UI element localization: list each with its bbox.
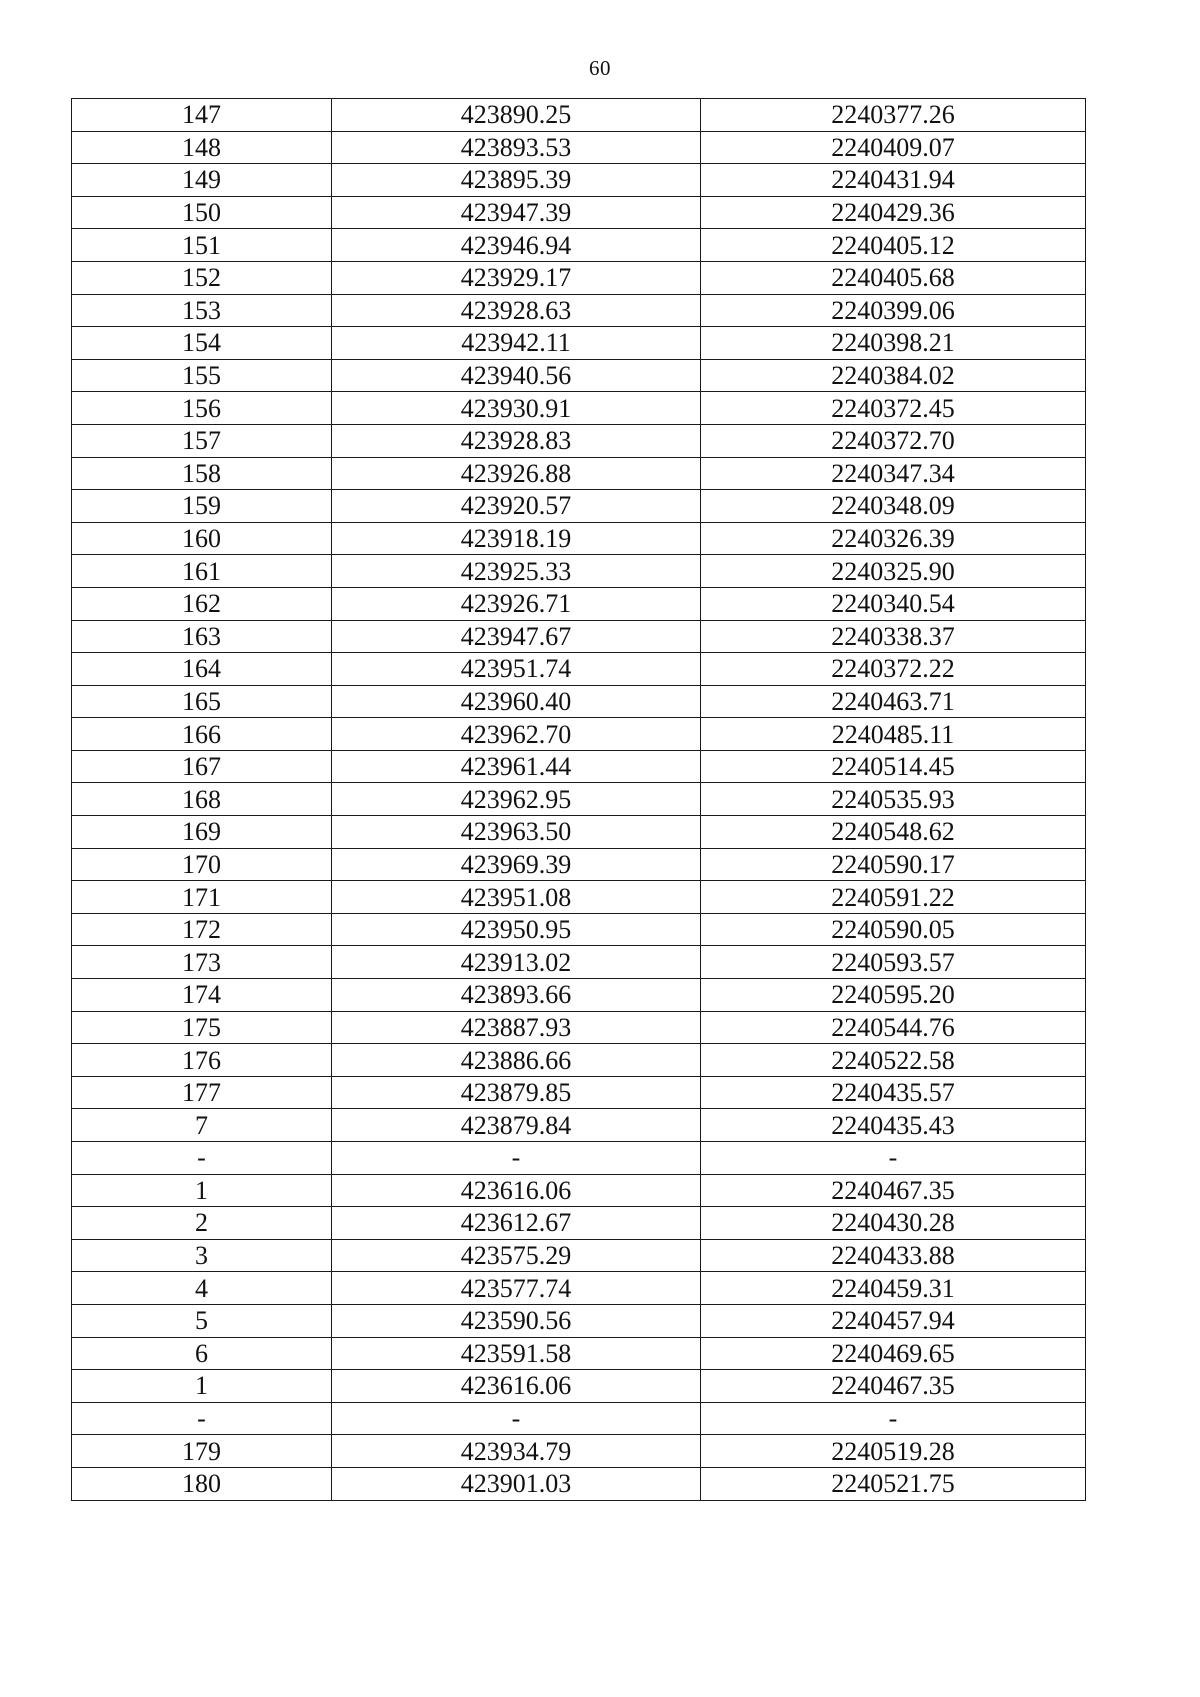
- point-number-cell: 151: [72, 229, 332, 262]
- table-row: [72, 294, 1086, 327]
- point-number-cell: 162: [72, 587, 332, 620]
- table-row: [72, 620, 1086, 653]
- x-coordinate-cell: 423918.19: [332, 522, 701, 555]
- table-row: [72, 1174, 1086, 1207]
- y-coordinate-cell: 2240433.88: [701, 1239, 1086, 1272]
- table-row: [72, 555, 1086, 588]
- point-number-cell: 164: [72, 653, 332, 686]
- point-number-cell: 158: [72, 457, 332, 490]
- table-row: [72, 653, 1086, 686]
- y-coordinate-cell: 2240348.09: [701, 490, 1086, 523]
- y-coordinate-cell: 2240430.28: [701, 1207, 1086, 1240]
- point-number-cell: 1: [72, 1174, 332, 1207]
- y-coordinate-cell: 2240467.35: [701, 1174, 1086, 1207]
- x-coordinate-cell: 423879.84: [332, 1109, 701, 1142]
- x-coordinate-cell: 423950.95: [332, 913, 701, 946]
- y-coordinate-cell: 2240435.57: [701, 1076, 1086, 1109]
- x-coordinate-cell: 423591.58: [332, 1337, 701, 1370]
- y-coordinate-cell: 2240405.68: [701, 261, 1086, 294]
- point-number-cell: 1: [72, 1370, 332, 1403]
- y-coordinate-cell: 2240457.94: [701, 1304, 1086, 1337]
- table-row: [72, 522, 1086, 555]
- y-coordinate-cell: 2240463.71: [701, 685, 1086, 718]
- coordinate-table-body: [72, 99, 1086, 1501]
- y-coordinate-cell: 2240384.02: [701, 359, 1086, 392]
- page-number: 60: [589, 56, 611, 80]
- point-number-cell: 5: [72, 1304, 332, 1337]
- point-number-cell: 150: [72, 196, 332, 229]
- point-number-cell: 161: [72, 555, 332, 588]
- point-number-cell: 168: [72, 783, 332, 816]
- x-coordinate-cell: 423947.39: [332, 196, 701, 229]
- point-number-cell: 173: [72, 946, 332, 979]
- table-row: [72, 685, 1086, 718]
- point-number-cell: 165: [72, 685, 332, 718]
- table-row: [72, 1402, 1086, 1435]
- point-number-cell: 177: [72, 1076, 332, 1109]
- point-number-cell: 147: [72, 99, 332, 132]
- point-number-cell: 169: [72, 816, 332, 849]
- point-number-cell: 163: [72, 620, 332, 653]
- point-number-cell: 149: [72, 164, 332, 197]
- y-coordinate-cell: 2240544.76: [701, 1011, 1086, 1044]
- x-coordinate-cell: 423928.63: [332, 294, 701, 327]
- table-row: [72, 750, 1086, 783]
- y-coordinate-cell: 2240405.12: [701, 229, 1086, 262]
- y-coordinate-cell: 2240347.34: [701, 457, 1086, 490]
- x-coordinate-cell: -: [332, 1142, 701, 1175]
- y-coordinate-cell: 2240399.06: [701, 294, 1086, 327]
- point-number-cell: 179: [72, 1435, 332, 1468]
- table-row: [72, 1435, 1086, 1468]
- x-coordinate-cell: 423913.02: [332, 946, 701, 979]
- point-number-cell: 170: [72, 848, 332, 881]
- point-number-cell: 3: [72, 1239, 332, 1272]
- table-row: [72, 1272, 1086, 1305]
- point-number-cell: 159: [72, 490, 332, 523]
- x-coordinate-cell: 423947.67: [332, 620, 701, 653]
- y-coordinate-cell: 2240377.26: [701, 99, 1086, 132]
- x-coordinate-cell: 423616.06: [332, 1370, 701, 1403]
- table-row: [72, 979, 1086, 1012]
- y-coordinate-cell: 2240409.07: [701, 131, 1086, 164]
- x-coordinate-cell: 423901.03: [332, 1467, 701, 1500]
- table-row: [72, 1304, 1086, 1337]
- table-row: [72, 131, 1086, 164]
- x-coordinate-cell: 423928.83: [332, 424, 701, 457]
- point-number-cell: 171: [72, 881, 332, 914]
- x-coordinate-cell: 423962.70: [332, 718, 701, 751]
- x-coordinate-cell: 423925.33: [332, 555, 701, 588]
- x-coordinate-cell: 423951.74: [332, 653, 701, 686]
- point-number-cell: 6: [72, 1337, 332, 1370]
- y-coordinate-cell: 2240398.21: [701, 327, 1086, 360]
- x-coordinate-cell: 423893.53: [332, 131, 701, 164]
- y-coordinate-cell: 2240459.31: [701, 1272, 1086, 1305]
- table-row: [72, 359, 1086, 392]
- point-number-cell: 174: [72, 979, 332, 1012]
- y-coordinate-cell: 2240338.37: [701, 620, 1086, 653]
- x-coordinate-cell: 423940.56: [332, 359, 701, 392]
- point-number-cell: -: [72, 1402, 332, 1435]
- point-number-cell: 156: [72, 392, 332, 425]
- x-coordinate-cell: 423886.66: [332, 1044, 701, 1077]
- x-coordinate-cell: 423890.25: [332, 99, 701, 132]
- x-coordinate-cell: 423920.57: [332, 490, 701, 523]
- y-coordinate-cell: 2240485.11: [701, 718, 1086, 751]
- table-row: [72, 1044, 1086, 1077]
- table-row: [72, 424, 1086, 457]
- point-number-cell: 154: [72, 327, 332, 360]
- table-row: [72, 490, 1086, 523]
- x-coordinate-cell: 423616.06: [332, 1174, 701, 1207]
- x-coordinate-cell: 423926.88: [332, 457, 701, 490]
- y-coordinate-cell: 2240326.39: [701, 522, 1086, 555]
- y-coordinate-cell: 2240595.20: [701, 979, 1086, 1012]
- point-number-cell: 157: [72, 424, 332, 457]
- table-row: [72, 1467, 1086, 1500]
- x-coordinate-cell: 423930.91: [332, 392, 701, 425]
- y-coordinate-cell: 2240372.45: [701, 392, 1086, 425]
- y-coordinate-cell: 2240535.93: [701, 783, 1086, 816]
- point-number-cell: 4: [72, 1272, 332, 1305]
- point-number-cell: 153: [72, 294, 332, 327]
- y-coordinate-cell: 2240467.35: [701, 1370, 1086, 1403]
- table-row: [72, 816, 1086, 849]
- y-coordinate-cell: 2240429.36: [701, 196, 1086, 229]
- x-coordinate-cell: 423960.40: [332, 685, 701, 718]
- point-number-cell: 148: [72, 131, 332, 164]
- table-row: [72, 457, 1086, 490]
- point-number-cell: 160: [72, 522, 332, 555]
- point-number-cell: 176: [72, 1044, 332, 1077]
- x-coordinate-cell: 423934.79: [332, 1435, 701, 1468]
- x-coordinate-cell: 423946.94: [332, 229, 701, 262]
- x-coordinate-cell: 423963.50: [332, 816, 701, 849]
- x-coordinate-cell: 423951.08: [332, 881, 701, 914]
- table-row: [72, 1076, 1086, 1109]
- table-row: [72, 1370, 1086, 1403]
- table-row: [72, 1239, 1086, 1272]
- x-coordinate-cell: 423590.56: [332, 1304, 701, 1337]
- point-number-cell: 172: [72, 913, 332, 946]
- coordinate-table: [71, 98, 1086, 1501]
- point-number-cell: 155: [72, 359, 332, 392]
- point-number-cell: -: [72, 1142, 332, 1175]
- x-coordinate-cell: -: [332, 1402, 701, 1435]
- point-number-cell: 2: [72, 1207, 332, 1240]
- table-row: [72, 848, 1086, 881]
- x-coordinate-cell: 423942.11: [332, 327, 701, 360]
- table-row: [72, 1207, 1086, 1240]
- y-coordinate-cell: 2240469.65: [701, 1337, 1086, 1370]
- point-number-cell: 152: [72, 261, 332, 294]
- table-row: [72, 392, 1086, 425]
- y-coordinate-cell: 2240431.94: [701, 164, 1086, 197]
- table-row: [72, 164, 1086, 197]
- y-coordinate-cell: 2240372.70: [701, 424, 1086, 457]
- x-coordinate-cell: 423926.71: [332, 587, 701, 620]
- x-coordinate-cell: 423577.74: [332, 1272, 701, 1305]
- x-coordinate-cell: 423893.66: [332, 979, 701, 1012]
- table-row: [72, 587, 1086, 620]
- table-row: [72, 1337, 1086, 1370]
- table-row: [72, 881, 1086, 914]
- x-coordinate-cell: 423612.67: [332, 1207, 701, 1240]
- y-coordinate-cell: -: [701, 1142, 1086, 1175]
- table-row: [72, 99, 1086, 132]
- point-number-cell: 175: [72, 1011, 332, 1044]
- table-row: [72, 783, 1086, 816]
- y-coordinate-cell: 2240514.45: [701, 750, 1086, 783]
- y-coordinate-cell: 2240590.05: [701, 913, 1086, 946]
- x-coordinate-cell: 423962.95: [332, 783, 701, 816]
- y-coordinate-cell: 2240590.17: [701, 848, 1086, 881]
- x-coordinate-cell: 423887.93: [332, 1011, 701, 1044]
- point-number-cell: 167: [72, 750, 332, 783]
- x-coordinate-cell: 423961.44: [332, 750, 701, 783]
- y-coordinate-cell: 2240591.22: [701, 881, 1086, 914]
- point-number-cell: 180: [72, 1467, 332, 1500]
- table-row: [72, 229, 1086, 262]
- y-coordinate-cell: 2240325.90: [701, 555, 1086, 588]
- table-row: [72, 261, 1086, 294]
- table-row: [72, 327, 1086, 360]
- y-coordinate-cell: 2240372.22: [701, 653, 1086, 686]
- x-coordinate-cell: 423575.29: [332, 1239, 701, 1272]
- y-coordinate-cell: 2240593.57: [701, 946, 1086, 979]
- x-coordinate-cell: 423879.85: [332, 1076, 701, 1109]
- table-row: [72, 196, 1086, 229]
- table-row: [72, 946, 1086, 979]
- y-coordinate-cell: 2240548.62: [701, 816, 1086, 849]
- table-row: [72, 1109, 1086, 1142]
- y-coordinate-cell: 2240435.43: [701, 1109, 1086, 1142]
- y-coordinate-cell: -: [701, 1402, 1086, 1435]
- y-coordinate-cell: 2240522.58: [701, 1044, 1086, 1077]
- y-coordinate-cell: 2240340.54: [701, 587, 1086, 620]
- table-row: [72, 1142, 1086, 1175]
- point-number-cell: 166: [72, 718, 332, 751]
- x-coordinate-cell: 423929.17: [332, 261, 701, 294]
- point-number-cell: 7: [72, 1109, 332, 1142]
- x-coordinate-cell: 423895.39: [332, 164, 701, 197]
- table-row: [72, 913, 1086, 946]
- x-coordinate-cell: 423969.39: [332, 848, 701, 881]
- y-coordinate-cell: 2240519.28: [701, 1435, 1086, 1468]
- table-row: [72, 718, 1086, 751]
- y-coordinate-cell: 2240521.75: [701, 1467, 1086, 1500]
- table-row: [72, 1011, 1086, 1044]
